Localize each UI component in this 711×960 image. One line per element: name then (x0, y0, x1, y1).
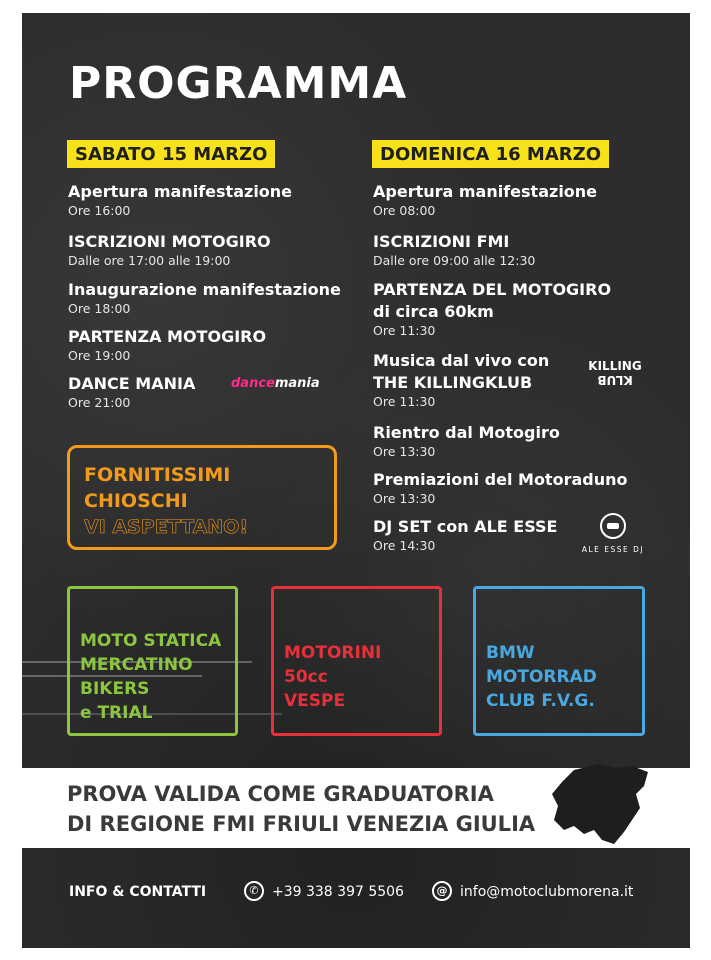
scooter-rally-box (271, 586, 442, 736)
box-line: CLUB F.V.G. (486, 691, 595, 711)
food-line: FORNITISSIMI (84, 464, 231, 486)
event-time: Ore 11:30 (373, 394, 436, 409)
event-time: Ore 16:00 (68, 203, 131, 218)
box-line: MOTORRAD (486, 667, 597, 687)
saturday-event (68, 279, 341, 317)
event-time: Ore 13:30 (373, 491, 436, 506)
region-map-icon (544, 760, 654, 850)
headphones-icon (600, 513, 626, 539)
dj-logo-text: ALE ESSE DJ (581, 545, 645, 554)
food-line-outline: VI ASPETTANO! (84, 516, 248, 538)
event-name: DJ SET con ALE ESSE (373, 517, 558, 536)
mania-logo-part: mania (274, 376, 320, 391)
box-line: 50cc (284, 667, 328, 687)
event-name: Apertura manifestazione (373, 182, 598, 201)
box-heading: RADUNO (486, 597, 563, 615)
saturday-event (68, 326, 266, 364)
email-icon: @ (432, 881, 452, 901)
info-contacts-label: INFO & CONTATTI (69, 884, 207, 900)
event-name: ISCRIZIONI FMI (373, 232, 510, 251)
event-name: PARTENZA DEL MOTOGIRO (373, 280, 612, 299)
saturday-badge: SABATO 15 MARZO (67, 140, 275, 168)
banner-line: DI REGIONE FMI FRIULI VENEZIA GIULIA (67, 812, 536, 836)
dance-logo-part: dance (231, 376, 275, 391)
event-name-continued: THE KILLINGKLUB (373, 373, 533, 392)
saturday-event (68, 373, 195, 411)
dj-logo (578, 513, 648, 554)
event-name: Inaugurazione manifestazione (68, 280, 341, 299)
event-time: Dalle ore 17:00 alle 19:00 (68, 253, 231, 268)
event-time: Ore 14:30 (373, 538, 436, 553)
box-line: MERCATINO (80, 655, 193, 675)
page-title: PROGRAMMA (69, 58, 408, 109)
box-line: VESPE (284, 691, 346, 711)
box-line: e TRIAL (80, 703, 153, 723)
event-name: Musica dal vivo con (373, 351, 550, 370)
sunday-event (373, 469, 627, 507)
food-line: CHIOSCHI (84, 490, 188, 512)
event-name: ISCRIZIONI MOTOGIRO (68, 232, 271, 251)
bmw-rally-box (473, 586, 645, 736)
saturday-event (68, 181, 292, 219)
sunday-event (373, 279, 611, 339)
event-time: Ore 21:00 (68, 395, 131, 410)
event-name-continued: di circa 60km (373, 302, 494, 321)
box-line: MOTORINI (284, 643, 382, 663)
sunday-event (373, 181, 597, 219)
event-time: Dalle ore 09:00 alle 12:30 (373, 253, 536, 268)
sunday-badge: DOMENICA 16 MARZO (372, 140, 609, 168)
sunday-event (373, 350, 549, 410)
box-heading: ESPOSIZIONE (80, 597, 199, 615)
event-time: Ore 13:30 (373, 444, 436, 459)
sunday-event (373, 516, 557, 554)
event-name: PARTENZA MOTOGIRO (68, 327, 267, 346)
killing-logo-top: KILLING (588, 359, 642, 373)
killingklub-logo (584, 359, 646, 405)
box-line: MOTO STATICA (80, 631, 222, 651)
phone-number[interactable]: +39 338 397 5506 (272, 884, 404, 900)
event-time: Ore 08:00 (373, 203, 436, 218)
event-name: Apertura manifestazione (68, 182, 293, 201)
whatsapp-icon: ✆ (244, 881, 264, 901)
banner-line: PROVA VALIDA COME GRADUATORIA (67, 782, 494, 806)
box-line: BIKERS (80, 679, 150, 699)
sunday-event (373, 231, 535, 269)
food-kiosks-box (67, 445, 337, 550)
email-link[interactable]: info@motoclubmorena.it (460, 884, 634, 900)
exhibition-box (67, 586, 238, 736)
event-time: Ore 11:30 (373, 323, 436, 338)
event-name: DANCE MANIA (68, 374, 196, 393)
event-time: Ore 18:00 (68, 301, 131, 316)
sunday-event (373, 422, 560, 460)
event-name: Rientro dal Motogiro (373, 423, 560, 442)
dance-mania-logo (231, 376, 320, 391)
box-line: BMW (486, 643, 535, 663)
killing-logo-bottom: KLUB (597, 373, 633, 387)
event-time: Ore 19:00 (68, 348, 131, 363)
event-name: Premiazioni del Motoraduno (373, 470, 628, 489)
saturday-event (68, 231, 271, 269)
poster (22, 13, 690, 948)
box-heading: RADUNO (284, 597, 361, 615)
